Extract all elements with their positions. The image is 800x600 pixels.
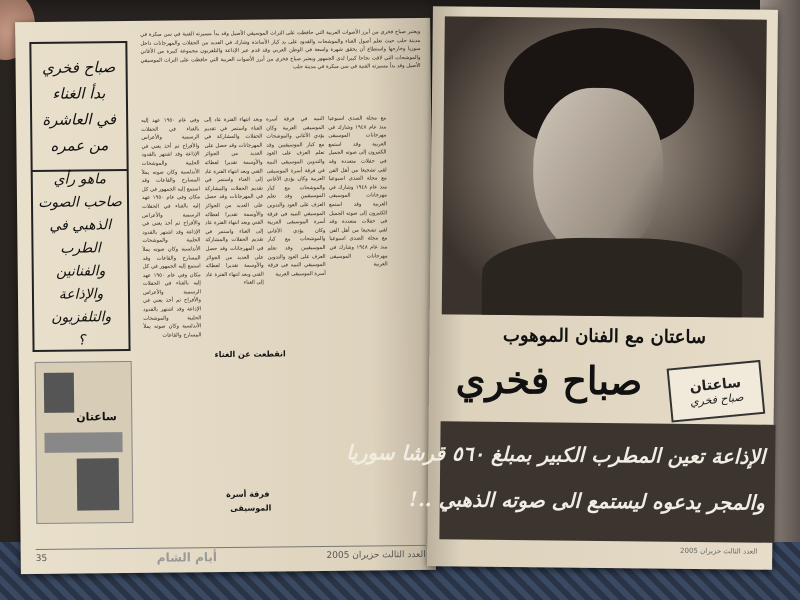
top-article-text: ويعتبر صباح فخري من أبرز الأصوات العربية التي حافظت على التراث الموسيقي الأصيل وقد بدأ مسيرته الفنية في سن مبكرة في مدينة حلب حيث تعلم أصول الغناء والموشحات والقدود على يد كبار الأساتذة وشارك في العديد من الحفلات والمهرجانات داخل سوريا وخارجها واستطاع أن يحقق شهرة واسعة في الوطن العربي وقد قدم عبر الإذاعة والتلفزيون مجموعة كبيرة من الأغاني والموشحات التي لاقت نجاحا كبيرا لدى الجمهور ويعتبر صباح فخري من أبرز الأصوات العربية التي حافظت على التراث الموسيقي الأصيل وقد بدأ مسيرته الفنية في سن مبكرة في مدينة حلب — [140, 28, 421, 71]
right-page-footer: العدد الثالث حزيران 2005 — [680, 546, 758, 556]
headline-line: الطرب — [60, 240, 101, 257]
article-title-line-2: صباح فخري — [455, 356, 643, 404]
headline-line: بدأ الغناء — [52, 84, 106, 103]
clip-photo-1 — [44, 373, 74, 413]
headline-box-2 — [31, 171, 131, 352]
clipping-badge — [667, 360, 766, 423]
left-page — [15, 18, 436, 574]
left-page-footer — [36, 545, 426, 568]
badge-title: ساعتان — [688, 374, 742, 396]
text-column-1: وفي عام ١٩٥٠ عهد إليه بالغناء في الحفلات الرسمية والأعراس والأفراح ثم أخذ يغني في الإذاعة وقد اشتهر بالقدود الحلبية والموشحات الأندلسية وكان صوته يملأ المسارح والقاعات وقد استمع إليه الجمهور في كل مكان وفي عام ١٩٥٠ عهد إليه بالغناء في الحفلات الرسمية والأعراس والأفراح ثم أخذ يغني في الإذاعة وقد اشتهر بالقدود الحلبية والموشحات الأندلسية وكان صوته يملأ المسارح والقاعات وقد استمع إليه الجمهور في كل مكان وفي عام ١٩٥٠ عهد إليه بالغناء في الحفلات الرسمية والأعراس والأفراح ثم أخذ يغني في الإذاعة وقد اشتهر بالقدود الحلبية والموشحات الأندلسية وكان صوته يملأ المسارح والقاعات — [141, 117, 202, 339]
article-title-line-1: ساعتان مع الفنان الموهوب — [502, 324, 707, 349]
portrait-shirt — [482, 237, 743, 318]
headline-line: ؟ — [77, 332, 86, 349]
clip-photo-2 — [77, 458, 120, 510]
headline-line: الذهبي في — [49, 217, 112, 234]
badge-subtitle: صباح فخري — [689, 390, 744, 409]
page-number: 35 — [35, 553, 48, 565]
headline-line: من عمره — [50, 136, 109, 155]
portrait-face — [532, 87, 664, 258]
subhead-2: فرقة أسرة — [226, 489, 270, 500]
portrait-photo — [442, 16, 767, 317]
headline-box-1 — [29, 41, 128, 172]
banner-line-1: الإذاعة تعين المطرب الكبير بمبلغ ٥٦٠ قرشا سوريا — [346, 440, 766, 469]
publication-brand: أيام الشام — [156, 550, 218, 565]
headline-line: ماهو رأي — [53, 171, 107, 188]
headline-line: صاحب الصوت — [38, 194, 122, 211]
headline-line: في العاشرة — [42, 110, 117, 129]
issue-label: العدد الثالث حزيران 2005 — [326, 549, 426, 561]
headline-line: صباح فخري — [41, 58, 116, 77]
text-column-4: مع مجلة الصدى اسبوعيا منذ عام ١٩٤٨ وشارك في مهرجانات الموسيقى العربية وقد استمع الكثيرون إلى صوته الجميل في حفلات متعددة وقد لقي تشجيعا من أهل الفن مع مجلة الصدى اسبوعيا منذ عام ١٩٤٨ وشارك في مهرجانات الموسيقى العربية وقد استمع الكثيرون إلى صوته الجميل في حفلات متعددة وقد لقي تشجيعا من أهل الفن مع مجلة الصدى اسبوعيا منذ عام ١٩٤٨ وشارك في مهرجانات الموسيقى العربية — [328, 115, 388, 268]
headline-line: والفنانين — [56, 263, 106, 280]
clipping-title: ساعتان — [76, 410, 117, 424]
clipping-image — [35, 361, 134, 524]
text-column-3: النبيه في فرقة أسرة الموسيقى العربية وكان يؤدي الأغاني والموشحات مع كبار الموسيقيين وقد تعلم العزف على العود والتدوين الموسيقي النبيه في فرقة أسرة الموسيقى العربية وكان يؤدي الأغاني والموشحات مع كبار الموسيقيين وقد تعلم العزف على العود والتدوين الموسيقي النبيه في فرقة أسرة الموسيقى العربية وكان يؤدي الأغاني والموشحات مع كبار الموسيقيين وقد تعلم العزف على العود والتدوين الموسيقي النبيه في فرقة أسرة الموسيقى العربية — [266, 115, 326, 278]
headline-banner — [346, 421, 775, 543]
subhead-3: الموسيقى — [230, 503, 272, 513]
banner-line-2: والمجر يدعوه ليستمع الى صوته الذهبي ..! — [408, 486, 765, 515]
text-column-2: وبعد انتهاء الفترة عاد إلى الغناء واستمر في تقديم الحفلات والمشاركة في المهرجانات وقد حصل على العديد من الجوائز والأوسمة تقديرا لعطائه الفني وبعد انتهاء الفترة عاد إلى الغناء واستمر في تقديم الحفلات والمشاركة في المهرجانات وقد حصل على العديد من الجوائز والأوسمة تقديرا لعطائه الفني وبعد انتهاء الفترة عاد إلى الغناء واستمر في تقديم الحفلات والمشاركة في المهرجانات وقد حصل على العديد من الجوائز والأوسمة تقديرا لعطائه الفني وبعد انتهاء الفترة عاد إلى الغناء — [204, 116, 264, 287]
headline-line: والتلفزيون — [51, 309, 112, 326]
headline-line: والإذاعة — [58, 286, 104, 303]
subhead-1: انقطعت عن الغناء — [214, 349, 286, 360]
clip-strip — [44, 432, 122, 453]
